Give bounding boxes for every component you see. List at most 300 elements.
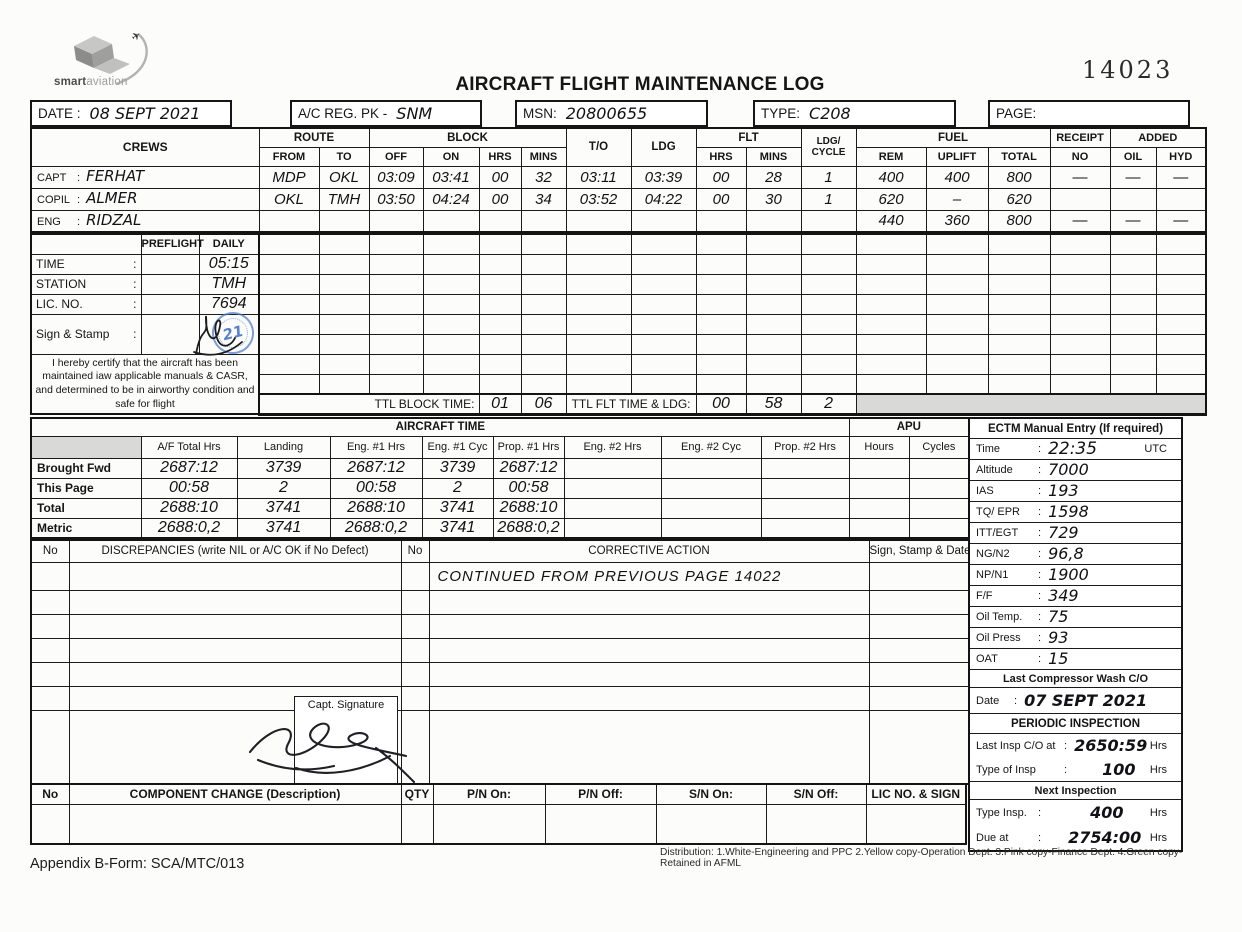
ttl-block-hrs: 01 <box>479 394 521 414</box>
wash-date-value: 07 SEPT 2021 <box>1024 690 1148 710</box>
daily-time-value: 05:15 <box>199 254 259 274</box>
empty-cell <box>801 254 856 274</box>
empty-cell <box>521 274 566 294</box>
preflight-station-cell <box>141 274 199 294</box>
flt-hrs-value: 00 <box>696 166 746 188</box>
empty-cell <box>369 334 423 354</box>
flt-mins-value: 30 <box>746 188 801 210</box>
station-label: STATION : <box>31 274 141 294</box>
plane-icon: ✈ <box>129 29 144 45</box>
metric-row <box>31 518 969 538</box>
ectm-label: Altitude <box>976 464 1013 476</box>
empty-cell <box>926 274 988 294</box>
fuel-uplift-value: – <box>926 188 988 210</box>
empty-cell <box>429 710 869 784</box>
fuel-uplift-value: 360 <box>926 210 988 232</box>
empty-cell <box>988 294 1050 314</box>
added-oil-header: OIL <box>1110 147 1156 166</box>
empty-cell <box>479 274 521 294</box>
ectm-row-np-n1: NP/N1 : 1900 <box>970 565 1181 586</box>
due-at-row: Due at : 2754:00 Hrs <box>970 826 1181 850</box>
empty-cell <box>423 334 479 354</box>
empty-cell <box>433 804 545 844</box>
total-row <box>31 498 969 518</box>
empty-cell <box>801 354 856 374</box>
totals-row <box>258 393 1207 416</box>
empty-cell <box>259 294 319 314</box>
next-type-value: 400 <box>1090 803 1124 822</box>
msn-label: MSN: <box>523 106 557 121</box>
crew-name: ALMER <box>86 189 138 207</box>
empty-cell <box>31 590 69 614</box>
empty-cell <box>631 234 696 254</box>
apu-cycles-cell <box>909 498 969 518</box>
off-value: 03:09 <box>369 166 423 188</box>
ldg-value: 04:22 <box>631 188 696 210</box>
discrepancy-row-1 <box>31 562 969 590</box>
empty-cell <box>631 274 696 294</box>
hrs-suffix: Hrs <box>1149 763 1167 776</box>
ldg-cycle-line2: CYCLE <box>811 147 846 159</box>
empty-cell <box>401 804 433 844</box>
next-type-label: Type Insp. <box>976 807 1027 819</box>
ectm-value: 729 <box>1048 523 1079 542</box>
empty-cell <box>319 374 369 394</box>
empty-cell <box>746 354 801 374</box>
empty-cell <box>926 314 988 334</box>
component-change-table <box>30 783 967 845</box>
empty-cell <box>69 614 401 638</box>
ectm-value: 1900 <box>1048 565 1089 584</box>
ectm-label: F/F <box>976 590 993 602</box>
empty-cell <box>1110 334 1156 354</box>
ectm-value: 96,8 <box>1048 544 1084 563</box>
empty-cell <box>801 374 856 394</box>
wash-title: Last Compressor Wash C/O <box>970 670 1181 688</box>
empty-cell <box>1050 234 1110 254</box>
ectm-row-oil-temp: Oil Temp. : 75 <box>970 607 1181 628</box>
empty-cell <box>564 498 661 518</box>
block-mins-header: MINS <box>521 147 566 166</box>
empty-cell <box>69 638 401 662</box>
empty-cell <box>856 354 926 374</box>
empty-cell <box>479 314 521 334</box>
empty-cell <box>31 436 141 458</box>
empty-cell <box>423 254 479 274</box>
logo-text <box>54 76 128 88</box>
prop1-hrs-header: Prop. #1 Hrs <box>493 436 564 458</box>
sign-stamp-date-header: Sign, Stamp & Date <box>869 540 969 562</box>
capt-signature-box <box>294 696 398 783</box>
type-value: C208 <box>809 103 851 123</box>
empty-cell <box>521 254 566 274</box>
prop1-hrs-value: 2688:0,2 <box>493 518 564 538</box>
ectm-row-altitude: Altitude : 7000 <box>970 460 1181 481</box>
empty-cell <box>429 614 869 638</box>
empty-cell <box>761 518 849 538</box>
empty-cell <box>319 354 369 374</box>
empty-cell <box>401 638 429 662</box>
landing-value: 3739 <box>237 458 330 478</box>
comp-pn-on-header: P/N On: <box>433 784 545 804</box>
flight-row-1 <box>31 166 1206 188</box>
comp-sn-off-header: S/N Off: <box>766 784 866 804</box>
from-value: MDP <box>259 166 319 188</box>
receipt-header: RECEIPT <box>1050 128 1110 147</box>
empty-cell <box>1050 314 1110 334</box>
eng1-hrs-value: 2688:10 <box>330 498 422 518</box>
af-total-value: 2688:10 <box>141 498 237 518</box>
empty-cell <box>319 274 369 294</box>
receipt-value <box>1050 188 1110 210</box>
added-header: ADDED <box>1110 128 1206 147</box>
aircraft-time-title: AIRCRAFT TIME <box>31 418 849 436</box>
empty-cell <box>631 294 696 314</box>
date-value: 08 SEPT 2021 <box>89 103 201 123</box>
empty-cell <box>696 254 746 274</box>
fuel-total-value: 800 <box>988 166 1050 188</box>
empty-cell <box>429 638 869 662</box>
ldg-cycle-header <box>801 128 856 166</box>
brought-fwd-row <box>31 458 969 478</box>
empty-cell <box>696 314 746 334</box>
empty-cell <box>856 334 926 354</box>
empty-cell <box>746 314 801 334</box>
receipt-no-header: NO <box>1050 147 1110 166</box>
empty-cell <box>988 354 1050 374</box>
empty-cell <box>856 294 926 314</box>
flt-mins-value <box>746 210 801 232</box>
empty-cell <box>369 374 423 394</box>
empty-cell <box>319 314 369 334</box>
preflight-lic-cell <box>141 294 199 314</box>
fuel-rem-header: REM <box>856 147 926 166</box>
time-label: TIME : <box>31 254 141 274</box>
empty-cell <box>696 294 746 314</box>
empty-cell <box>31 234 141 254</box>
from-value <box>259 210 319 232</box>
ectm-row-ias: IAS : 193 <box>970 481 1181 502</box>
eng1-hrs-value: 2688:0,2 <box>330 518 422 538</box>
af-total-value: 00:58 <box>141 478 237 498</box>
comp-no-header: No <box>31 784 69 804</box>
discrepancy-cell <box>69 562 401 590</box>
empty-cell <box>423 374 479 394</box>
disc-header: DISCREPANCIES (write NIL or A/C OK if No Defect) <box>69 540 401 562</box>
ectm-value: 7000 <box>1048 460 1089 479</box>
empty-cell <box>401 662 429 686</box>
af-total-value: 2687:12 <box>141 458 237 478</box>
form-serial-number: 14023 <box>1082 56 1174 84</box>
empty-cell <box>319 334 369 354</box>
off-header: OFF <box>369 147 423 166</box>
on-header: ON <box>423 147 479 166</box>
empty-cell <box>319 254 369 274</box>
eng1-cyc-value: 3741 <box>422 498 493 518</box>
apu-hours-cell <box>849 518 909 538</box>
crew-copil: COPIL : ALMER <box>31 188 259 210</box>
eng2-hrs-header: Eng. #2 Hrs <box>564 436 661 458</box>
empty-cell <box>566 234 631 254</box>
prop1-hrs-value: 2687:12 <box>493 458 564 478</box>
empty-cell <box>661 458 761 478</box>
ectm-value: 193 <box>1048 481 1079 500</box>
oil-value: — <box>1110 166 1156 188</box>
empty-cell <box>1110 354 1156 374</box>
empty-cell <box>1110 234 1156 254</box>
date-label: DATE : <box>38 106 81 121</box>
empty-cell <box>69 662 401 686</box>
empty-cell <box>566 254 631 274</box>
ttl-block-time-label: TTL BLOCK TIME: <box>259 394 479 414</box>
ectm-value: 349 <box>1048 586 1079 605</box>
block-mins-value: 32 <box>521 166 566 188</box>
eng1-cyc-value: 3739 <box>422 458 493 478</box>
comp-desc-header: COMPONENT CHANGE (Description) <box>69 784 401 804</box>
empty-cell <box>631 334 696 354</box>
comp-pn-off-header: P/N Off: <box>545 784 656 804</box>
ttl-flt-cycles: 2 <box>801 394 856 414</box>
wash-date-row: Date : 07 SEPT 2021 <box>970 688 1181 714</box>
empty-cell <box>369 274 423 294</box>
crew-role: CAPT <box>37 172 67 184</box>
empty-cell <box>926 334 988 354</box>
route-header: ROUTE <box>259 128 369 147</box>
empty-cell <box>746 294 801 314</box>
page-box <box>988 100 1190 127</box>
ectm-suffix: UTC <box>1144 443 1167 455</box>
sign-stamp-cell <box>869 562 969 590</box>
empty-cell <box>259 374 319 394</box>
oil-value: — <box>1110 210 1156 232</box>
oil-value <box>1110 188 1156 210</box>
crew-name: FERHAT <box>86 167 145 185</box>
empty-cell <box>856 274 926 294</box>
to-header: TO <box>319 147 369 166</box>
empty-cell <box>926 254 988 274</box>
ectm-label: NP/N1 <box>976 569 1009 581</box>
aircraft-reg-value: SNM <box>396 103 433 123</box>
stamp-number: 21 <box>220 321 246 345</box>
hyd-value: — <box>1156 210 1206 232</box>
empty-cell <box>856 314 926 334</box>
from-value: OKL <box>259 188 319 210</box>
landing-value: 2 <box>237 478 330 498</box>
apu-hours-header: Hours <box>849 436 909 458</box>
empty-cell <box>429 686 869 710</box>
last-insp-row: Last Insp C/O at : 2650:59 Hrs <box>970 734 1181 758</box>
on-value <box>423 210 479 232</box>
flt-hrs-value <box>696 210 746 232</box>
tko-value <box>566 210 631 232</box>
sign-stamp-label: Sign & Stamp : <box>31 314 141 354</box>
empty-cell <box>401 686 429 710</box>
msn-value: 20800655 <box>565 103 648 123</box>
fuel-rem-value: 440 <box>856 210 926 232</box>
ectm-label: OAT <box>976 653 998 665</box>
prop1-hrs-value: 00:58 <box>493 478 564 498</box>
apu-cycles-header: Cycles <box>909 436 969 458</box>
fuel-header: FUEL <box>856 128 1050 147</box>
empty-cell <box>545 804 656 844</box>
crew-eng: ENG : RIDZAL <box>31 210 259 232</box>
empty-cell <box>1050 254 1110 274</box>
apu-title: APU <box>849 418 969 436</box>
row-label: Brought Fwd <box>31 458 141 478</box>
empty-cell <box>69 590 401 614</box>
eng2-cyc-header: Eng. #2 Cyc <box>661 436 761 458</box>
receipt-value: — <box>1050 166 1110 188</box>
ectm-label: TQ/ EPR <box>976 506 1021 518</box>
flt-header: FLT <box>696 128 801 147</box>
ectm-value: 75 <box>1048 607 1069 626</box>
fuel-total-header: TOTAL <box>988 147 1050 166</box>
empty-cell <box>521 294 566 314</box>
apu-cycles-cell <box>909 478 969 498</box>
disc-no-header: No <box>31 540 69 562</box>
flt-hrs-value: 00 <box>696 188 746 210</box>
crew-capt: CAPT : FERHAT <box>31 166 259 188</box>
cycle-value: 1 <box>801 166 856 188</box>
empty-cell <box>1156 374 1206 394</box>
empty-cell <box>566 354 631 374</box>
flt-mins-header: MINS <box>746 147 801 166</box>
row-label: Metric <box>31 518 141 538</box>
empty-cell <box>401 590 429 614</box>
empty-cell <box>1156 294 1206 314</box>
empty-cell <box>631 354 696 374</box>
added-hyd-header: HYD <box>1156 147 1206 166</box>
empty-cell <box>631 314 696 334</box>
crew-name: RIDZAL <box>86 210 142 229</box>
type-insp-row: Type of Insp : 100 Hrs <box>970 758 1181 782</box>
empty-cell <box>1156 254 1206 274</box>
block-header: BLOCK <box>369 128 566 147</box>
hrs-suffix: Hrs <box>1149 740 1167 752</box>
ectm-row-ng-n2: NG/N2 : 96,8 <box>970 544 1181 565</box>
empty-cell <box>801 314 856 334</box>
aircraft-reg-box <box>290 100 482 127</box>
eng1-hrs-header: Eng. #1 Hrs <box>330 436 422 458</box>
ttl-block-mins: 06 <box>521 394 566 414</box>
empty-cell <box>259 314 319 334</box>
empty-cell <box>661 478 761 498</box>
fuel-rem-value: 400 <box>856 166 926 188</box>
empty-cell <box>479 254 521 274</box>
block-hrs-value: 00 <box>479 188 521 210</box>
fuel-rem-value: 620 <box>856 188 926 210</box>
empty-cell <box>926 294 988 314</box>
empty-cell <box>423 234 479 254</box>
empty-cell <box>423 314 479 334</box>
block-hrs-value <box>479 210 521 232</box>
tko-value: 03:52 <box>566 188 631 210</box>
landing-value: 3741 <box>237 518 330 538</box>
apu-hours-cell <box>849 498 909 518</box>
empty-cell <box>869 662 969 686</box>
last-insp-label: Last Insp C/O at <box>976 740 1056 752</box>
empty-cell <box>631 374 696 394</box>
empty-cell <box>1156 314 1206 334</box>
empty-cell <box>31 638 69 662</box>
empty-cell <box>656 804 766 844</box>
ectm-row-ff: F/F : 349 <box>970 586 1181 607</box>
empty-cell <box>401 710 429 784</box>
empty-cell <box>801 234 856 254</box>
apu-cycles-cell <box>909 458 969 478</box>
ttl-flt-mins: 58 <box>746 394 801 414</box>
ldg-value <box>631 210 696 232</box>
ectm-row-time: Time : 22:35 UTC <box>970 439 1181 460</box>
preflight-col-header: PREFLIGHT <box>141 234 199 254</box>
empty-cell <box>319 234 369 254</box>
empty-cell <box>423 354 479 374</box>
empty-cell <box>31 804 69 844</box>
empty-cell <box>1156 334 1206 354</box>
empty-cell <box>696 374 746 394</box>
comp-sn-on-header: S/N On: <box>656 784 766 804</box>
ectm-label: Time <box>976 443 1001 455</box>
prop1-hrs-value: 2688:10 <box>493 498 564 518</box>
empty-cell <box>801 294 856 314</box>
empty-cell <box>856 234 926 254</box>
empty-cell <box>926 354 988 374</box>
empty-cell <box>869 638 969 662</box>
empty-cell <box>369 294 423 314</box>
empty-cell <box>746 254 801 274</box>
ectm-row-oat: OAT : 15 <box>970 649 1181 670</box>
ectm-title: ECTM Manual Entry (If required) <box>970 419 1181 439</box>
ectm-value: 15 <box>1048 649 1069 668</box>
empty-cell <box>856 254 926 274</box>
empty-cell <box>1156 274 1206 294</box>
aircraft-time-table <box>30 417 970 539</box>
this-page-row <box>31 478 969 498</box>
empty-cell <box>369 314 423 334</box>
off-value <box>369 210 423 232</box>
landing-header: LDG <box>631 128 696 166</box>
empty-cell <box>31 662 69 686</box>
apu-cycles-cell <box>909 518 969 538</box>
empty-cell <box>31 562 69 590</box>
empty-cell <box>926 374 988 394</box>
empty-cell <box>661 518 761 538</box>
empty-cell <box>1156 354 1206 374</box>
empty-cell <box>566 294 631 314</box>
block-hrs-header: HRS <box>479 147 521 166</box>
flight-row-3 <box>31 210 1206 232</box>
empty-cell <box>1050 274 1110 294</box>
empty-cell <box>696 334 746 354</box>
eng1-cyc-header: Eng. #1 Cyc <box>422 436 493 458</box>
comp-lic-header: LIC NO. & SIGN <box>866 784 966 804</box>
empty-cell <box>259 254 319 274</box>
empty-cell <box>988 314 1050 334</box>
empty-cell <box>1110 314 1156 334</box>
takeoff-header: T/O <box>566 128 631 166</box>
ectm-row-itt-egt: ITT/EGT : 729 <box>970 523 1181 544</box>
empty-cell <box>564 458 661 478</box>
type-label: TYPE: <box>761 106 801 121</box>
empty-cell <box>429 590 869 614</box>
empty-cell <box>869 590 969 614</box>
receipt-value: — <box>1050 210 1110 232</box>
empty-cell <box>926 234 988 254</box>
empty-cell <box>564 478 661 498</box>
apu-hours-cell <box>849 478 909 498</box>
empty-cell <box>69 804 401 844</box>
from-header: FROM <box>259 147 319 166</box>
